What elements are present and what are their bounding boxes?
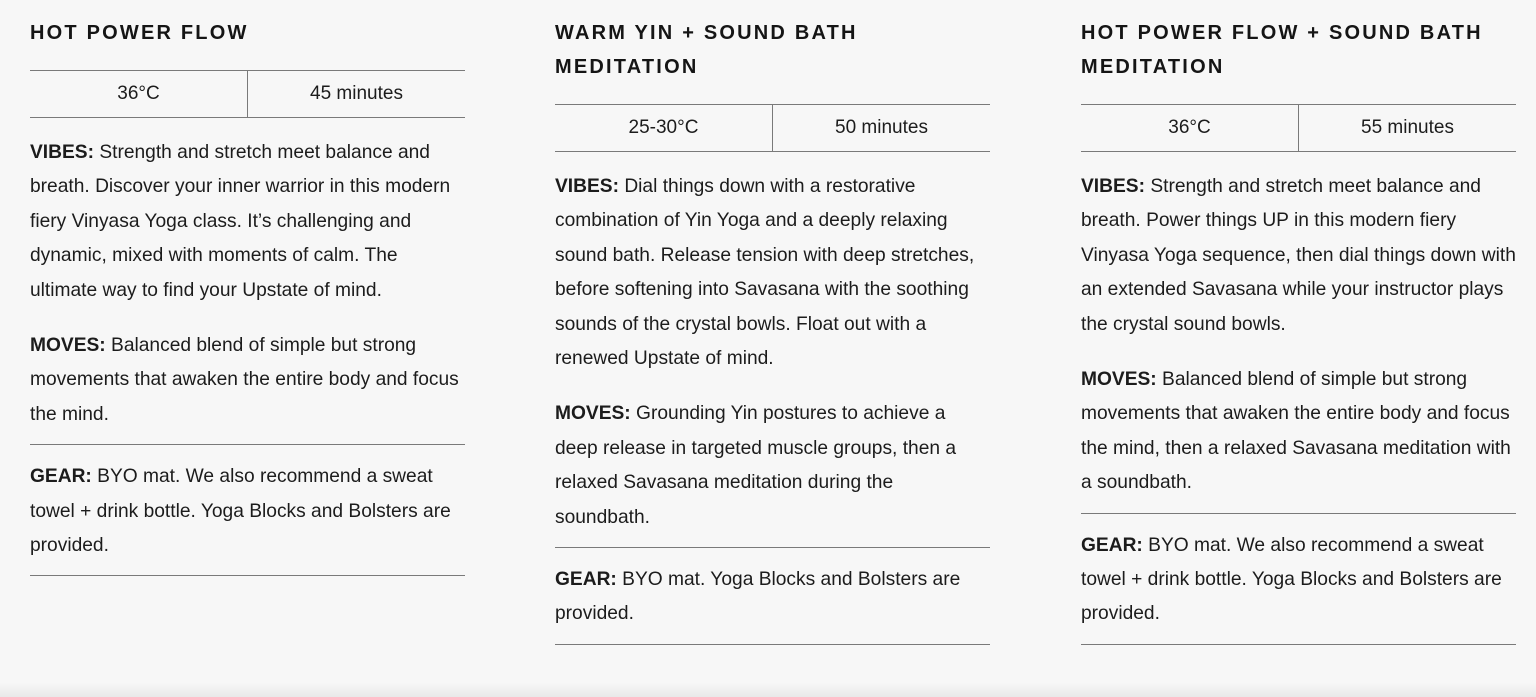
class-card-hot-power-flow	[30, 0, 465, 576]
vibes-text: Strength and stretch meet balance and breath. Discover your inner warrior in this modern fiery Vinyasa Yoga class. It’s challenging and dynamic, mixed with moments of calm. The ultimate way to find your Upstate of mind.	[30, 142, 451, 301]
moves-text: Grounding Yin postures to achieve a deep release in targeted muscle groups, then a relaxed Savasana meditation during the soundbath.	[555, 403, 957, 528]
gear-label: GEAR:	[555, 569, 617, 591]
class-title: WARM YIN + SOUND BATH MEDITATION	[555, 22, 858, 78]
vibes-label: VIBES:	[1081, 176, 1145, 197]
vibes-description	[1081, 170, 1516, 342]
gear-description	[1081, 529, 1516, 632]
duration-value: 45 minutes	[247, 71, 465, 117]
gear-description	[30, 460, 465, 563]
moves-label: MOVES:	[555, 403, 631, 425]
section-divider	[30, 575, 465, 576]
temperature-value: 36°C	[117, 83, 160, 104]
gear-text: BYO mat. Yoga Blocks and Bolsters are provided.	[555, 569, 961, 625]
duration-value: 50 minutes	[772, 105, 990, 151]
temperature-value: 25-30°C	[628, 117, 699, 138]
moves-description	[1081, 363, 1516, 501]
moves-label: MOVES:	[30, 335, 106, 357]
vibes-label: VIBES:	[555, 176, 619, 197]
moves-text: Balanced blend of simple but strong movements that awaken the entire body and focus the mind, then a relaxed Savasana meditation with a soundbath.	[1081, 369, 1511, 494]
vibes-label: VIBES:	[30, 142, 94, 163]
class-stats	[1081, 104, 1516, 152]
section-divider	[555, 547, 990, 548]
vibes-text: Strength and stretch meet balance and breath. Power things UP in this modern fiery Vinyasa Yoga sequence, then dial things down with an extended Savasana while your instructor plays the crystal sound bowls.	[1081, 176, 1516, 335]
section-divider	[555, 644, 990, 645]
gear-label: GEAR:	[30, 466, 92, 488]
moves-text: Balanced blend of simple but strong movements that awaken the entire body and focus the mind.	[30, 335, 459, 425]
class-title: HOT POWER FLOW	[30, 22, 249, 44]
moves-description	[30, 329, 465, 432]
class-card-warm-yin-sound-bath	[555, 0, 990, 645]
moves-label: MOVES:	[1081, 369, 1157, 391]
class-stats	[30, 70, 465, 118]
class-card-hot-power-flow-sound-bath	[1081, 0, 1516, 645]
bottom-shadow	[0, 683, 1536, 697]
gear-text: BYO mat. We also recommend a sweat towel + drink bottle. Yoga Blocks and Bolsters are provided.	[30, 466, 451, 557]
section-divider	[1081, 644, 1516, 645]
vibes-text: Dial things down with a restorative combination of Yin Yoga and a deeply relaxing sound bath. Release tension with deep stretches, before softening into Savasana with the soothing sounds of the crystal bowls. Float out with a renewed Upstate of mind.	[555, 176, 975, 370]
moves-description	[555, 397, 990, 535]
duration-value: 55 minutes	[1298, 105, 1516, 151]
vibes-description	[555, 170, 990, 376]
temperature-value: 36°C	[1168, 117, 1211, 138]
section-divider	[30, 444, 465, 445]
gear-text: BYO mat. We also recommend a sweat towel + drink bottle. Yoga Blocks and Bolsters are provided.	[1081, 534, 1502, 625]
vibes-description	[30, 136, 465, 308]
class-stats	[555, 104, 990, 152]
gear-label: GEAR:	[1081, 534, 1143, 556]
gear-description	[555, 563, 990, 632]
class-title: HOT POWER FLOW + SOUND BATH MEDITATION	[1081, 22, 1483, 78]
section-divider	[1081, 513, 1516, 514]
